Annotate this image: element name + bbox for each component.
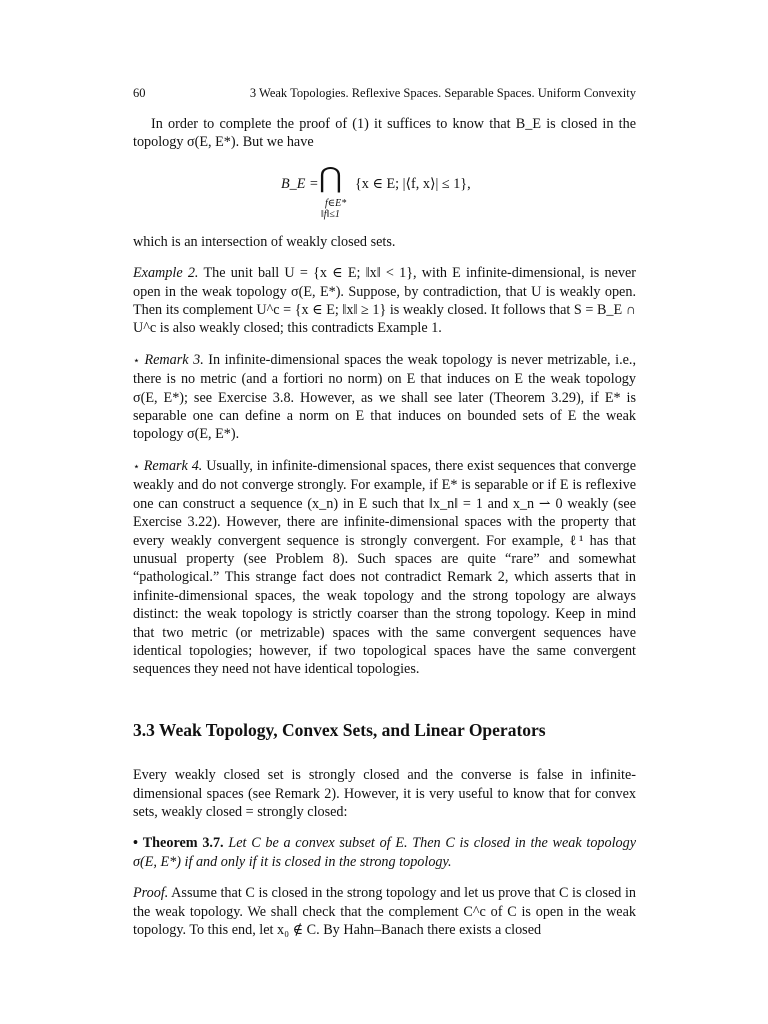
star-icon: ⋆ [133, 460, 140, 473]
example-2 [133, 264, 636, 338]
section-heading: 3.3 Weak Topology, Convex Sets, and Linear Operators [133, 719, 546, 740]
running-header [133, 86, 636, 101]
example-text: The unit ball U = {x ∈ E; ‖x‖ < 1}, with E infinite-dimensional, is never open in the weak topology σ(E, E*). Suppose, by contradiction, that U is weakly open. Then its complement U^c = {x ∈ E; ‖x‖ ≥ 1} is weakly closed. It follows that S = B_E ∩ U^c is also weakly closed; this contradicts Example 1. [133, 265, 637, 337]
remark-3 [133, 351, 636, 444]
paragraph-convex-sets: Every weakly closed set is strongly closed and the converse is false in infinite-dimensional spaces (see Remark 2). However, it is very useful to know that for convex sets, weakly closed = strongly closed: [133, 767, 636, 820]
example-label: Example 2. [133, 265, 199, 282]
equation-subscript-line2: ‖f‖≤1 [321, 208, 340, 220]
remark-4 [133, 457, 636, 679]
star-icon: ⋆ [133, 354, 140, 367]
big-intersection-symbol: ⋂ [319, 162, 342, 194]
proof [133, 884, 636, 939]
theorem-label: Theorem 3.7. [142, 835, 224, 852]
proof-label: Proof. [133, 885, 169, 902]
remark-text: In infinite-dimensional spaces the weak topology is never metrizable, i.e., there is no metric (and a fortiori no norm) on E that induces on E the weak topology σ(E, E*); see Exercise 3.8. However, as we shall see later (Theorem 3.29), if E* is separable one can define a norm on E that induces on bounded sets of E the weak topology σ(E, E*). [133, 351, 637, 443]
paragraph-intersection: which is an intersection of weakly closed sets. [133, 233, 396, 250]
remark-label: Remark 4. [143, 457, 203, 474]
remark-text: Usually, in infinite-dimensional spaces, there exist sequences that converge weakly and do not converge strongly. For example, if E* is separable or if E is reflexive one can construct a sequence (x_n) in E such that ‖x_n‖ = 1 and x_n ⇀ 0 weakly (see Exercise 3.22). However, there are infinite-dimensional spaces with the property that every weakly convergent sequence is strongly convergent. For example, ℓ¹ has that unusual property (see Problem 8). Such spaces are quite “rare” and somewhat “pathological.” This strange fact does not contradict Remark 2, which asserts that in infinite-dimensional spaces, the weak topology and the strong topology are always distinct: the weak topology is strictly coarser than the strong topology. Keep in mind that two metric (or metrizable) spaces with the same convergent sequences have identical topologies; however, if two topological spaces have the same convergent sequences they need not have identical topologies. [133, 457, 637, 678]
theorem-3-7 [133, 834, 636, 871]
bullet-icon: • [133, 835, 138, 852]
page-body [133, 115, 636, 952]
remark-label: Remark 3. [144, 351, 204, 368]
proof-text: Assume that C is closed in the strong topology and let us prove that C is closed in the weak topology. We shall check that the complement C^c of C is open in the weak topology. To this end, let x₀ ∉ C. By Hahn–Banach there exists a closed [133, 885, 636, 938]
display-equation [133, 162, 636, 227]
equation-subscript-line1: f∈E* [325, 197, 347, 209]
equation-set: {x ∈ E; |⟨f, x⟩| ≤ 1}, [355, 175, 471, 192]
equation-lhs: B_E = [281, 175, 319, 192]
running-title: 3 Weak Topologies. Reflexive Spaces. Separable Spaces. Uniform Convexity [249, 86, 636, 100]
theorem-text: Let C be a convex subset of E. Then C is closed in the weak topology σ(E, E*) if and only if it is closed in the strong topology. [133, 835, 637, 870]
paragraph-proof-completion: In order to complete the proof of (1) it suffices to know that B_E is closed in the topology σ(E, E*). But we have [133, 116, 636, 151]
page-number: 60 [133, 86, 146, 100]
